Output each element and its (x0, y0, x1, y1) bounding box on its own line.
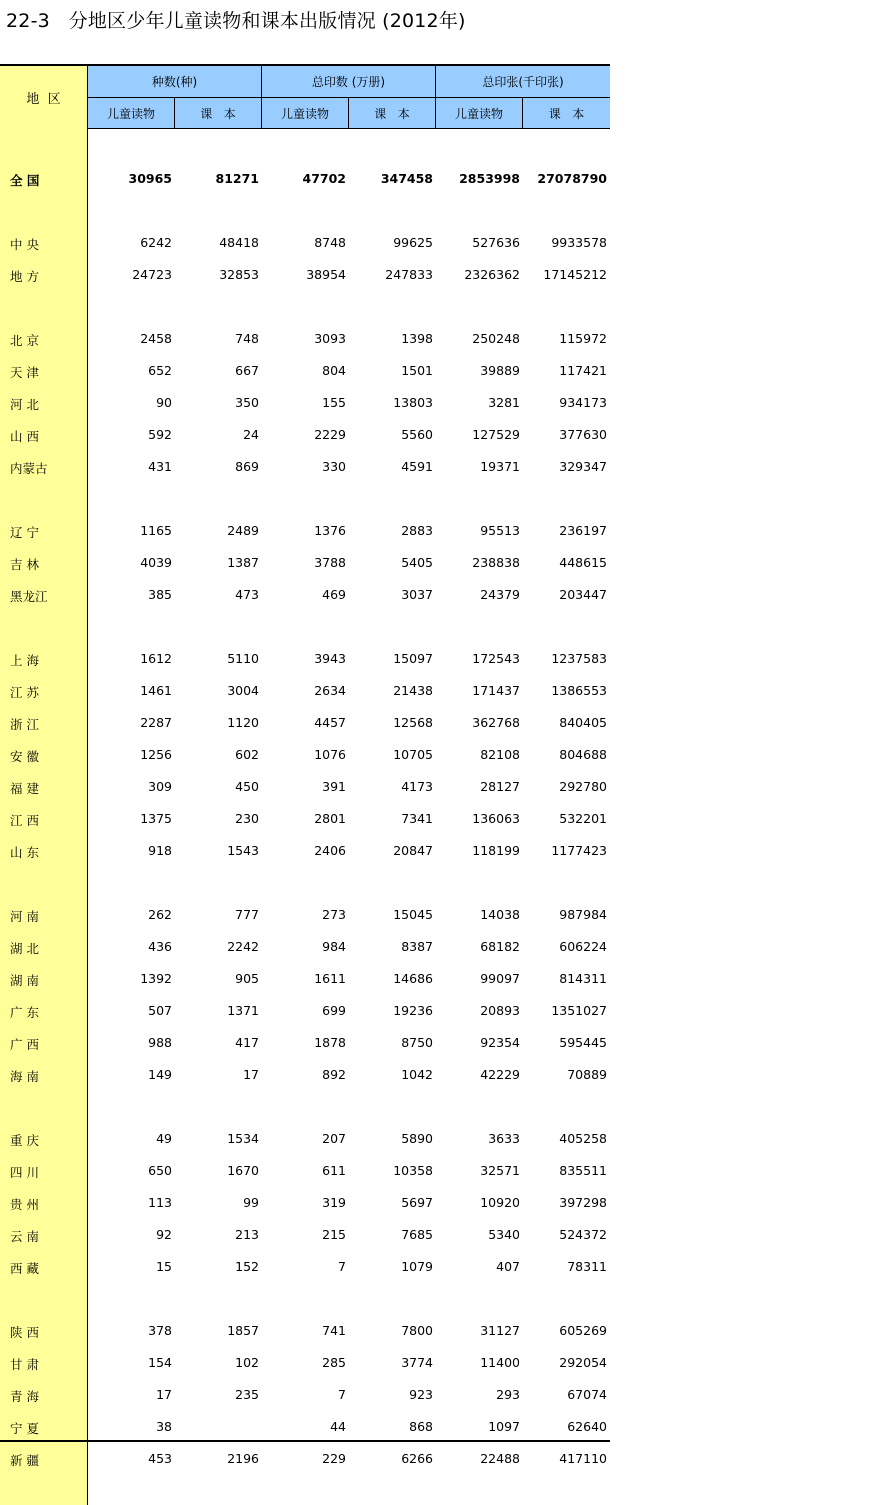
value-cell: 215 (322, 1227, 346, 1242)
value-cell: 213 (235, 1227, 259, 1242)
value-cell: 309 (148, 779, 172, 794)
value-cell: 42229 (480, 1067, 520, 1082)
value-cell: 70889 (567, 1067, 607, 1082)
value-cell: 15097 (393, 651, 433, 666)
value-cell: 3943 (314, 651, 346, 666)
value-cell: 1351027 (551, 1003, 607, 1018)
value-cell: 2489 (227, 523, 259, 538)
value-cell: 840405 (559, 715, 607, 730)
value-cell: 330 (322, 459, 346, 474)
value-cell: 436 (148, 939, 172, 954)
header-sub: 课 本 (548, 107, 585, 121)
value-cell: 987984 (559, 907, 607, 922)
value-cell: 24379 (480, 587, 520, 602)
value-cell: 835511 (559, 1163, 607, 1178)
value-cell: 39889 (480, 363, 520, 378)
value-cell: 984 (322, 939, 346, 954)
region-name: 湖 南 (10, 973, 39, 988)
value-cell: 20847 (393, 843, 433, 858)
region-name: 湖 北 (10, 941, 39, 956)
value-cell: 606224 (559, 939, 607, 954)
value-cell: 329347 (559, 459, 607, 474)
region-name: 黑龙江 (10, 589, 48, 604)
value-cell: 113 (148, 1195, 172, 1210)
value-cell: 605269 (559, 1323, 607, 1338)
value-cell: 81271 (215, 171, 259, 186)
value-cell: 2883 (401, 523, 433, 538)
value-cell: 667 (235, 363, 259, 378)
table-row (0, 1001, 610, 1021)
value-cell: 38 (156, 1419, 172, 1434)
value-cell: 1392 (140, 971, 172, 986)
value-cell: 1461 (140, 683, 172, 698)
table-row (0, 553, 610, 573)
value-cell: 397298 (559, 1195, 607, 1210)
region-name: 北 京 (10, 333, 39, 348)
value-cell: 12568 (393, 715, 433, 730)
table-row (0, 841, 610, 861)
value-cell: 5340 (488, 1227, 520, 1242)
value-cell: 22488 (480, 1451, 520, 1466)
value-cell: 1857 (227, 1323, 259, 1338)
value-cell: 48418 (219, 235, 259, 250)
region-name: 吉 林 (10, 557, 39, 572)
value-cell: 2242 (227, 939, 259, 954)
value-cell: 469 (322, 587, 346, 602)
value-cell: 1386553 (551, 683, 607, 698)
value-cell: 2801 (314, 811, 346, 826)
value-cell: 378 (148, 1323, 172, 1338)
region-name: 贵 州 (10, 1197, 39, 1212)
value-cell: 5110 (227, 651, 259, 666)
header-sub: 课 本 (349, 98, 436, 129)
region-name: 上 海 (10, 653, 39, 668)
value-cell: 30965 (128, 171, 172, 186)
table-row (0, 713, 610, 733)
region-name: 宁 夏 (10, 1421, 39, 1436)
value-cell: 10358 (393, 1163, 433, 1178)
value-cell: 78311 (567, 1259, 607, 1274)
value-cell: 1120 (227, 715, 259, 730)
value-cell: 1670 (227, 1163, 259, 1178)
value-cell: 285 (322, 1355, 346, 1370)
table-row (0, 521, 610, 541)
value-cell: 1042 (401, 1067, 433, 1082)
value-cell: 17 (243, 1067, 259, 1082)
value-cell: 155 (322, 395, 346, 410)
value-cell: 44 (330, 1419, 346, 1434)
table-row (0, 361, 610, 381)
value-cell: 92354 (480, 1035, 520, 1050)
value-cell: 21438 (393, 683, 433, 698)
table-row (0, 1449, 610, 1469)
value-cell: 7800 (401, 1323, 433, 1338)
value-cell: 203447 (559, 587, 607, 602)
value-cell: 1543 (227, 843, 259, 858)
value-cell: 7341 (401, 811, 433, 826)
value-cell: 804 (322, 363, 346, 378)
region-name: 山 西 (10, 429, 39, 444)
region-name: 全 国 (10, 173, 40, 188)
table-row (0, 1033, 610, 1053)
data-table (0, 64, 610, 1505)
region-name: 陕 西 (10, 1325, 39, 1340)
value-cell: 99 (243, 1195, 259, 1210)
value-cell: 7 (338, 1259, 346, 1274)
value-cell: 1387 (227, 555, 259, 570)
value-cell: 814311 (559, 971, 607, 986)
value-cell: 3037 (401, 587, 433, 602)
value-cell: 699 (322, 1003, 346, 1018)
value-cell: 417 (235, 1035, 259, 1050)
value-cell: 117421 (559, 363, 607, 378)
value-cell: 32853 (219, 267, 259, 282)
table-row (0, 1385, 610, 1405)
value-cell: 988 (148, 1035, 172, 1050)
value-cell: 1371 (227, 1003, 259, 1018)
table-row (0, 169, 610, 189)
table-row (0, 1353, 610, 1373)
value-cell: 3093 (314, 331, 346, 346)
value-cell: 92 (156, 1227, 172, 1242)
value-cell: 741 (322, 1323, 346, 1338)
value-cell: 1079 (401, 1259, 433, 1274)
header-group-sheets: 总印张(千印张) (436, 66, 610, 98)
region-name: 地 方 (10, 269, 39, 284)
value-cell: 1612 (140, 651, 172, 666)
value-cell: 2287 (140, 715, 172, 730)
table-row (0, 745, 610, 765)
value-cell: 1878 (314, 1035, 346, 1050)
table-row (0, 1065, 610, 1085)
value-cell: 4457 (314, 715, 346, 730)
table-row (0, 233, 610, 253)
table-bottom-rule (0, 1440, 610, 1442)
value-cell: 3633 (488, 1131, 520, 1146)
value-cell: 391 (322, 779, 346, 794)
table-row (0, 457, 610, 477)
value-cell: 1376 (314, 523, 346, 538)
table-row (0, 1257, 610, 1277)
table-row (0, 425, 610, 445)
value-cell: 777 (235, 907, 259, 922)
region-name: 云 南 (10, 1229, 39, 1244)
value-cell: 171437 (472, 683, 520, 698)
header-group-prints: 总印数 (万册) (262, 66, 436, 98)
value-cell: 602 (235, 747, 259, 762)
header-sub: 儿童读物 (88, 98, 175, 129)
table-row (0, 1161, 610, 1181)
region-name: 青 海 (10, 1389, 39, 1404)
value-cell: 28127 (480, 779, 520, 794)
region-name: 河 南 (10, 909, 39, 924)
value-cell: 319 (322, 1195, 346, 1210)
value-cell: 532201 (559, 811, 607, 826)
value-cell: 17145212 (543, 267, 607, 282)
header-sub: 儿童读物 (436, 98, 523, 129)
table-row (0, 969, 610, 989)
region-name: 重 庆 (10, 1133, 39, 1148)
value-cell: 68182 (480, 939, 520, 954)
region-name: 广 东 (10, 1005, 39, 1020)
region-name: 内蒙古 (10, 461, 48, 476)
table-header (0, 64, 610, 129)
region-name: 福 建 (10, 781, 39, 796)
value-cell: 1076 (314, 747, 346, 762)
value-cell: 362768 (472, 715, 520, 730)
value-cell: 3004 (227, 683, 259, 698)
value-cell: 892 (322, 1067, 346, 1082)
value-cell: 869 (235, 459, 259, 474)
table-row (0, 937, 610, 957)
table-row (0, 905, 610, 925)
value-cell: 262 (148, 907, 172, 922)
region-name: 四 川 (10, 1165, 39, 1180)
value-cell: 14686 (393, 971, 433, 986)
value-cell: 32571 (480, 1163, 520, 1178)
value-cell: 611 (322, 1163, 346, 1178)
value-cell: 1611 (314, 971, 346, 986)
page-title: 22-3 分地区少年儿童读物和课本出版情况 (2012年) (6, 10, 466, 32)
region-name: 河 北 (10, 397, 39, 412)
value-cell: 407 (496, 1259, 520, 1274)
value-cell: 868 (409, 1419, 433, 1434)
value-cell: 82108 (480, 747, 520, 762)
value-cell: 99625 (393, 235, 433, 250)
value-cell: 235 (235, 1387, 259, 1402)
value-cell: 473 (235, 587, 259, 602)
value-cell: 118199 (472, 843, 520, 858)
value-cell: 5697 (401, 1195, 433, 1210)
value-cell: 90 (156, 395, 172, 410)
value-cell: 236197 (559, 523, 607, 538)
value-cell: 154 (148, 1355, 172, 1370)
value-cell: 3774 (401, 1355, 433, 1370)
value-cell: 4039 (140, 555, 172, 570)
value-cell: 923 (409, 1387, 433, 1402)
value-cell: 1165 (140, 523, 172, 538)
value-cell: 2406 (314, 843, 346, 858)
value-cell: 2853998 (459, 171, 520, 186)
region-name: 中 央 (10, 237, 39, 252)
table-row (0, 1129, 610, 1149)
value-cell: 9933578 (551, 235, 607, 250)
value-cell: 1534 (227, 1131, 259, 1146)
value-cell: 347458 (380, 171, 433, 186)
value-cell: 13803 (393, 395, 433, 410)
value-cell: 27078790 (537, 171, 607, 186)
value-cell: 115972 (559, 331, 607, 346)
table-row (0, 1193, 610, 1213)
value-cell: 102 (235, 1355, 259, 1370)
value-cell: 417110 (559, 1451, 607, 1466)
value-cell: 2458 (140, 331, 172, 346)
value-cell: 8387 (401, 939, 433, 954)
value-cell: 453 (148, 1451, 172, 1466)
header-area: 地 区 (0, 66, 88, 129)
value-cell: 10705 (393, 747, 433, 762)
value-cell: 5890 (401, 1131, 433, 1146)
region-name: 海 南 (10, 1069, 39, 1084)
value-cell: 804688 (559, 747, 607, 762)
header-sub: 课 本 (175, 98, 262, 129)
value-cell: 527636 (472, 235, 520, 250)
value-cell: 24 (243, 427, 259, 442)
value-cell: 524372 (559, 1227, 607, 1242)
value-cell: 650 (148, 1163, 172, 1178)
value-cell: 17 (156, 1387, 172, 1402)
value-cell: 19236 (393, 1003, 433, 1018)
value-cell: 14038 (480, 907, 520, 922)
value-cell: 292780 (559, 779, 607, 794)
value-cell: 47702 (302, 171, 346, 186)
value-cell: 99097 (480, 971, 520, 986)
value-cell: 1237583 (551, 651, 607, 666)
value-cell: 10920 (480, 1195, 520, 1210)
table-row (0, 393, 610, 413)
region-name: 广 西 (10, 1037, 39, 1052)
value-cell: 230 (235, 811, 259, 826)
value-cell: 2634 (314, 683, 346, 698)
value-cell: 918 (148, 843, 172, 858)
value-cell: 1256 (140, 747, 172, 762)
region-name: 江 西 (10, 813, 39, 828)
region-name: 西 藏 (10, 1261, 39, 1276)
value-cell: 292054 (559, 1355, 607, 1370)
value-cell: 448615 (559, 555, 607, 570)
value-cell: 652 (148, 363, 172, 378)
value-cell: 5405 (401, 555, 433, 570)
value-cell: 273 (322, 907, 346, 922)
table-row (0, 649, 610, 669)
header-group-titles: 种数(种) (88, 66, 262, 98)
value-cell: 20893 (480, 1003, 520, 1018)
value-cell: 24723 (132, 267, 172, 282)
value-cell: 8750 (401, 1035, 433, 1050)
value-cell: 5560 (401, 427, 433, 442)
value-cell: 7 (338, 1387, 346, 1402)
value-cell: 136063 (472, 811, 520, 826)
value-cell: 31127 (480, 1323, 520, 1338)
value-cell: 934173 (559, 395, 607, 410)
value-cell: 149 (148, 1067, 172, 1082)
table-row (0, 1417, 610, 1437)
table-row (0, 585, 610, 605)
value-cell: 15045 (393, 907, 433, 922)
value-cell: 350 (235, 395, 259, 410)
value-cell: 2229 (314, 427, 346, 442)
region-name: 山 东 (10, 845, 39, 860)
value-cell: 247833 (385, 267, 433, 282)
value-cell: 1375 (140, 811, 172, 826)
value-cell: 905 (235, 971, 259, 986)
value-cell: 2196 (227, 1451, 259, 1466)
value-cell: 6266 (401, 1451, 433, 1466)
value-cell: 19371 (480, 459, 520, 474)
value-cell: 229 (322, 1451, 346, 1466)
region-name: 江 苏 (10, 685, 39, 700)
table-row (0, 265, 610, 285)
region-name: 天 津 (10, 365, 39, 380)
value-cell: 49 (156, 1131, 172, 1146)
table-row (0, 809, 610, 829)
value-cell: 377630 (559, 427, 607, 442)
value-cell: 1501 (401, 363, 433, 378)
value-cell: 293 (496, 1387, 520, 1402)
value-cell: 15 (156, 1259, 172, 1274)
table-body (0, 129, 610, 1505)
value-cell: 250248 (472, 331, 520, 346)
region-name: 浙 江 (10, 717, 39, 732)
value-cell: 152 (235, 1259, 259, 1274)
value-cell: 38954 (306, 267, 346, 282)
value-cell: 450 (235, 779, 259, 794)
table-row (0, 681, 610, 701)
table-row (0, 1321, 610, 1341)
value-cell: 6242 (140, 235, 172, 250)
region-name: 新 疆 (10, 1453, 39, 1468)
value-cell: 385 (148, 587, 172, 602)
value-cell: 507 (148, 1003, 172, 1018)
region-name: 甘 肃 (10, 1357, 39, 1372)
value-cell: 4173 (401, 779, 433, 794)
value-cell: 127529 (472, 427, 520, 442)
value-cell: 172543 (472, 651, 520, 666)
header-sub: 儿童读物 (262, 98, 349, 129)
value-cell: 7685 (401, 1227, 433, 1242)
region-name: 辽 宁 (10, 525, 39, 540)
value-cell: 2326362 (464, 267, 520, 282)
value-cell: 67074 (567, 1387, 607, 1402)
value-cell: 595445 (559, 1035, 607, 1050)
value-cell: 1398 (401, 331, 433, 346)
value-cell: 405258 (559, 1131, 607, 1146)
value-cell: 11400 (480, 1355, 520, 1370)
value-cell: 1097 (488, 1419, 520, 1434)
value-cell: 431 (148, 459, 172, 474)
table-row (0, 1225, 610, 1245)
value-cell: 4591 (401, 459, 433, 474)
table-row (0, 777, 610, 797)
value-cell: 207 (322, 1131, 346, 1146)
value-cell: 3281 (488, 395, 520, 410)
region-name: 安 徽 (10, 749, 39, 764)
value-cell: 592 (148, 427, 172, 442)
value-cell: 238838 (472, 555, 520, 570)
value-cell: 95513 (480, 523, 520, 538)
value-cell: 3788 (314, 555, 346, 570)
value-cell: 1177423 (551, 843, 607, 858)
value-cell: 62640 (567, 1419, 607, 1434)
table-row (0, 329, 610, 349)
value-cell: 748 (235, 331, 259, 346)
value-cell: 8748 (314, 235, 346, 250)
